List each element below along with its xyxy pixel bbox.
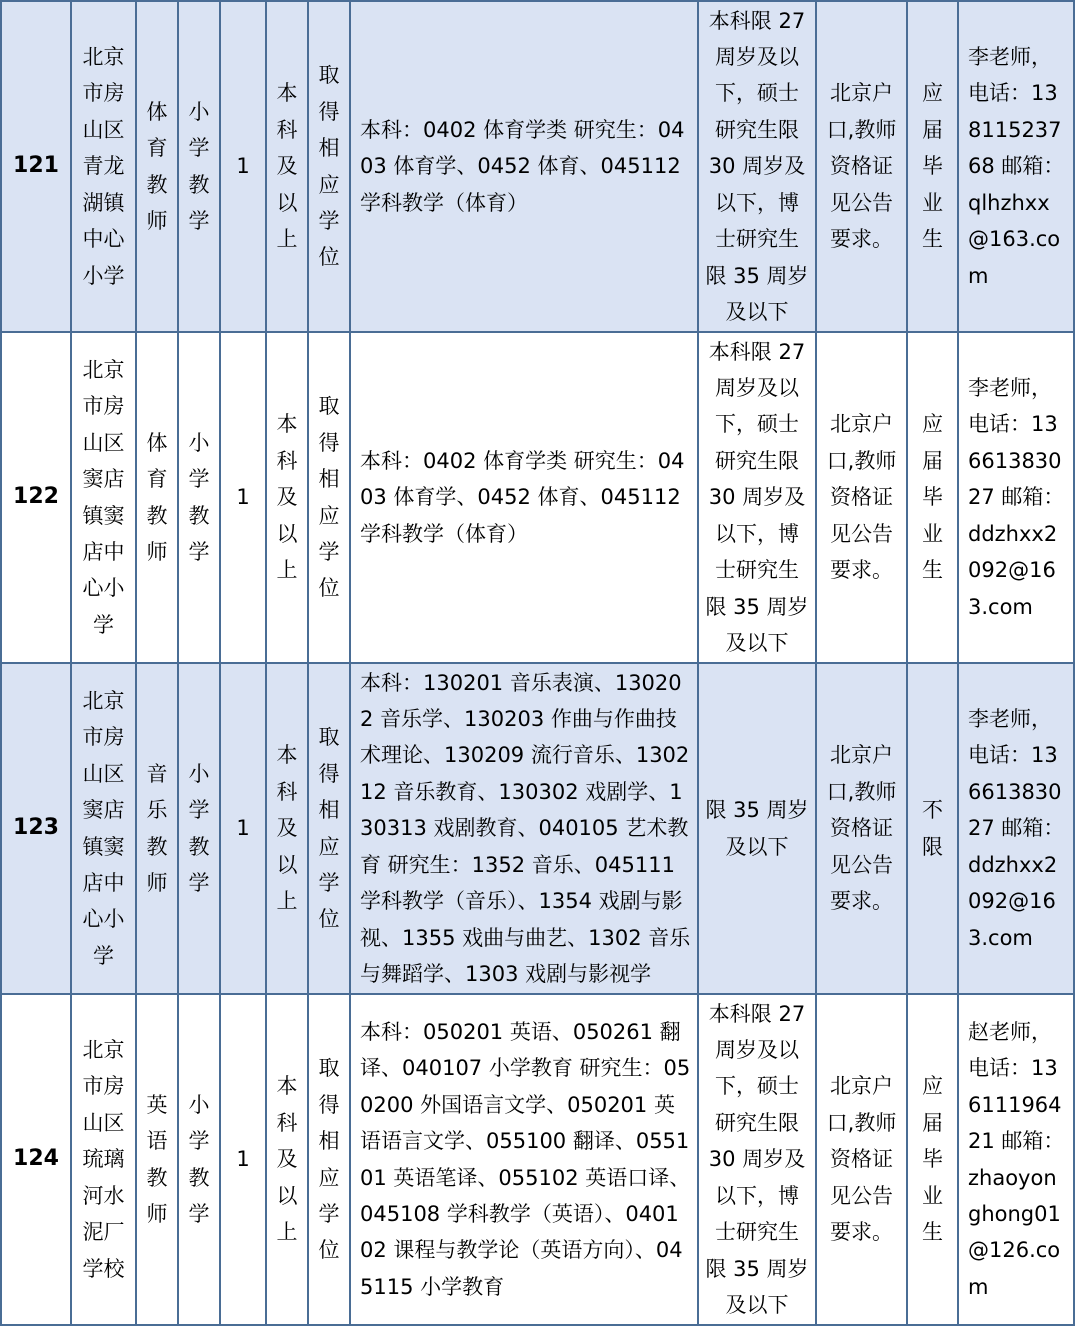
degree-requirement: 取得相应学位 <box>308 1 350 332</box>
contact-info: 李老师，电话：13661383027 邮箱：ddzhxx2092@163.com <box>958 332 1074 663</box>
age-requirement: 本科限 27 周岁及以下，硕士研究生限 30 周岁及以下，博士研究生限 35 周岁及以下 <box>698 332 816 663</box>
age-requirement: 本科限 27 周岁及以下，硕士研究生限 30 周岁及以下，博士研究生限 35 周岁及以下 <box>698 994 816 1325</box>
school-name: 北京市房山区琉璃河水泥厂学校 <box>71 994 136 1325</box>
row-number: 124 <box>1 994 71 1325</box>
school-name: 北京市房山区窦店镇窦店中心小学 <box>71 663 136 994</box>
education-requirement: 本科及以上 <box>266 994 308 1325</box>
row-number: 122 <box>1 332 71 663</box>
table-row <box>1 663 1074 994</box>
degree-requirement: 取得相应学位 <box>308 332 350 663</box>
hiring-count: 1 <box>220 332 266 663</box>
contact-info: 李老师，电话：13661383027 邮箱：ddzhxx2092@163.com <box>958 663 1074 994</box>
education-requirement: 本科及以上 <box>266 1 308 332</box>
major-requirement: 本科：130201 音乐表演、130202 音乐学、130203 作曲与作曲技术理论、130209 流行音乐、130212 音乐教育、130302 戏剧学、130313 戏剧教育、040105 艺术教育 研究生：1352 音乐、045111 学科教学（音乐）、1354 戏剧与影视、1355 戏曲与曲艺、1302 音乐与舞蹈学、1303 戏剧与影视学 <box>350 663 698 994</box>
hiring-count: 1 <box>220 994 266 1325</box>
hiring-count: 1 <box>220 1 266 332</box>
position-category: 小学教学 <box>178 994 220 1325</box>
position-name: 体育教师 <box>136 332 178 663</box>
applicant-type: 不限 <box>907 663 958 994</box>
applicant-type: 应届毕业生 <box>907 994 958 1325</box>
major-requirement: 本科：0402 体育学类 研究生：0403 体育学、0452 体育、045112 学科教学（体育） <box>350 1 698 332</box>
position-name: 音乐教师 <box>136 663 178 994</box>
table-row <box>1 332 1074 663</box>
age-requirement: 限 35 周岁及以下 <box>698 663 816 994</box>
contact-info: 李老师，电话：13811523768 邮箱：qlhzhxx@163.com <box>958 1 1074 332</box>
education-requirement: 本科及以上 <box>266 332 308 663</box>
other-requirements: 北京户口,教师资格证见公告要求。 <box>816 663 907 994</box>
contact-info: 赵老师，电话：13611196421 邮箱：zhaoyonghong01@126.com <box>958 994 1074 1325</box>
position-category: 小学教学 <box>178 663 220 994</box>
position-category: 小学教学 <box>178 332 220 663</box>
school-name: 北京市房山区青龙湖镇中心小学 <box>71 1 136 332</box>
major-requirement: 本科：0402 体育学类 研究生：0403 体育学、0452 体育、045112 学科教学（体育） <box>350 332 698 663</box>
other-requirements: 北京户口,教师资格证见公告要求。 <box>816 332 907 663</box>
position-name: 体育教师 <box>136 1 178 332</box>
position-category: 小学教学 <box>178 1 220 332</box>
position-name: 英语教师 <box>136 994 178 1325</box>
degree-requirement: 取得相应学位 <box>308 994 350 1325</box>
table-row <box>1 1 1074 332</box>
other-requirements: 北京户口,教师资格证见公告要求。 <box>816 1 907 332</box>
school-name: 北京市房山区窦店镇窦店中心小学 <box>71 332 136 663</box>
applicant-type: 应届毕业生 <box>907 1 958 332</box>
row-number: 121 <box>1 1 71 332</box>
other-requirements: 北京户口,教师资格证见公告要求。 <box>816 994 907 1325</box>
row-number: 123 <box>1 663 71 994</box>
applicant-type: 应届毕业生 <box>907 332 958 663</box>
table-row <box>1 994 1074 1325</box>
age-requirement: 本科限 27 周岁及以下，硕士研究生限 30 周岁及以下，博士研究生限 35 周岁及以下 <box>698 1 816 332</box>
hiring-count: 1 <box>220 663 266 994</box>
degree-requirement: 取得相应学位 <box>308 663 350 994</box>
major-requirement: 本科：050201 英语、050261 翻译、040107 小学教育 研究生：050200 外国语言文学、050201 英语语言文学、055100 翻译、055101 英语笔译、055102 英语口译、045108 学科教学（英语）、040102 课程与教学论（英语方向）、045115 小学教育 <box>350 994 698 1325</box>
education-requirement: 本科及以上 <box>266 663 308 994</box>
